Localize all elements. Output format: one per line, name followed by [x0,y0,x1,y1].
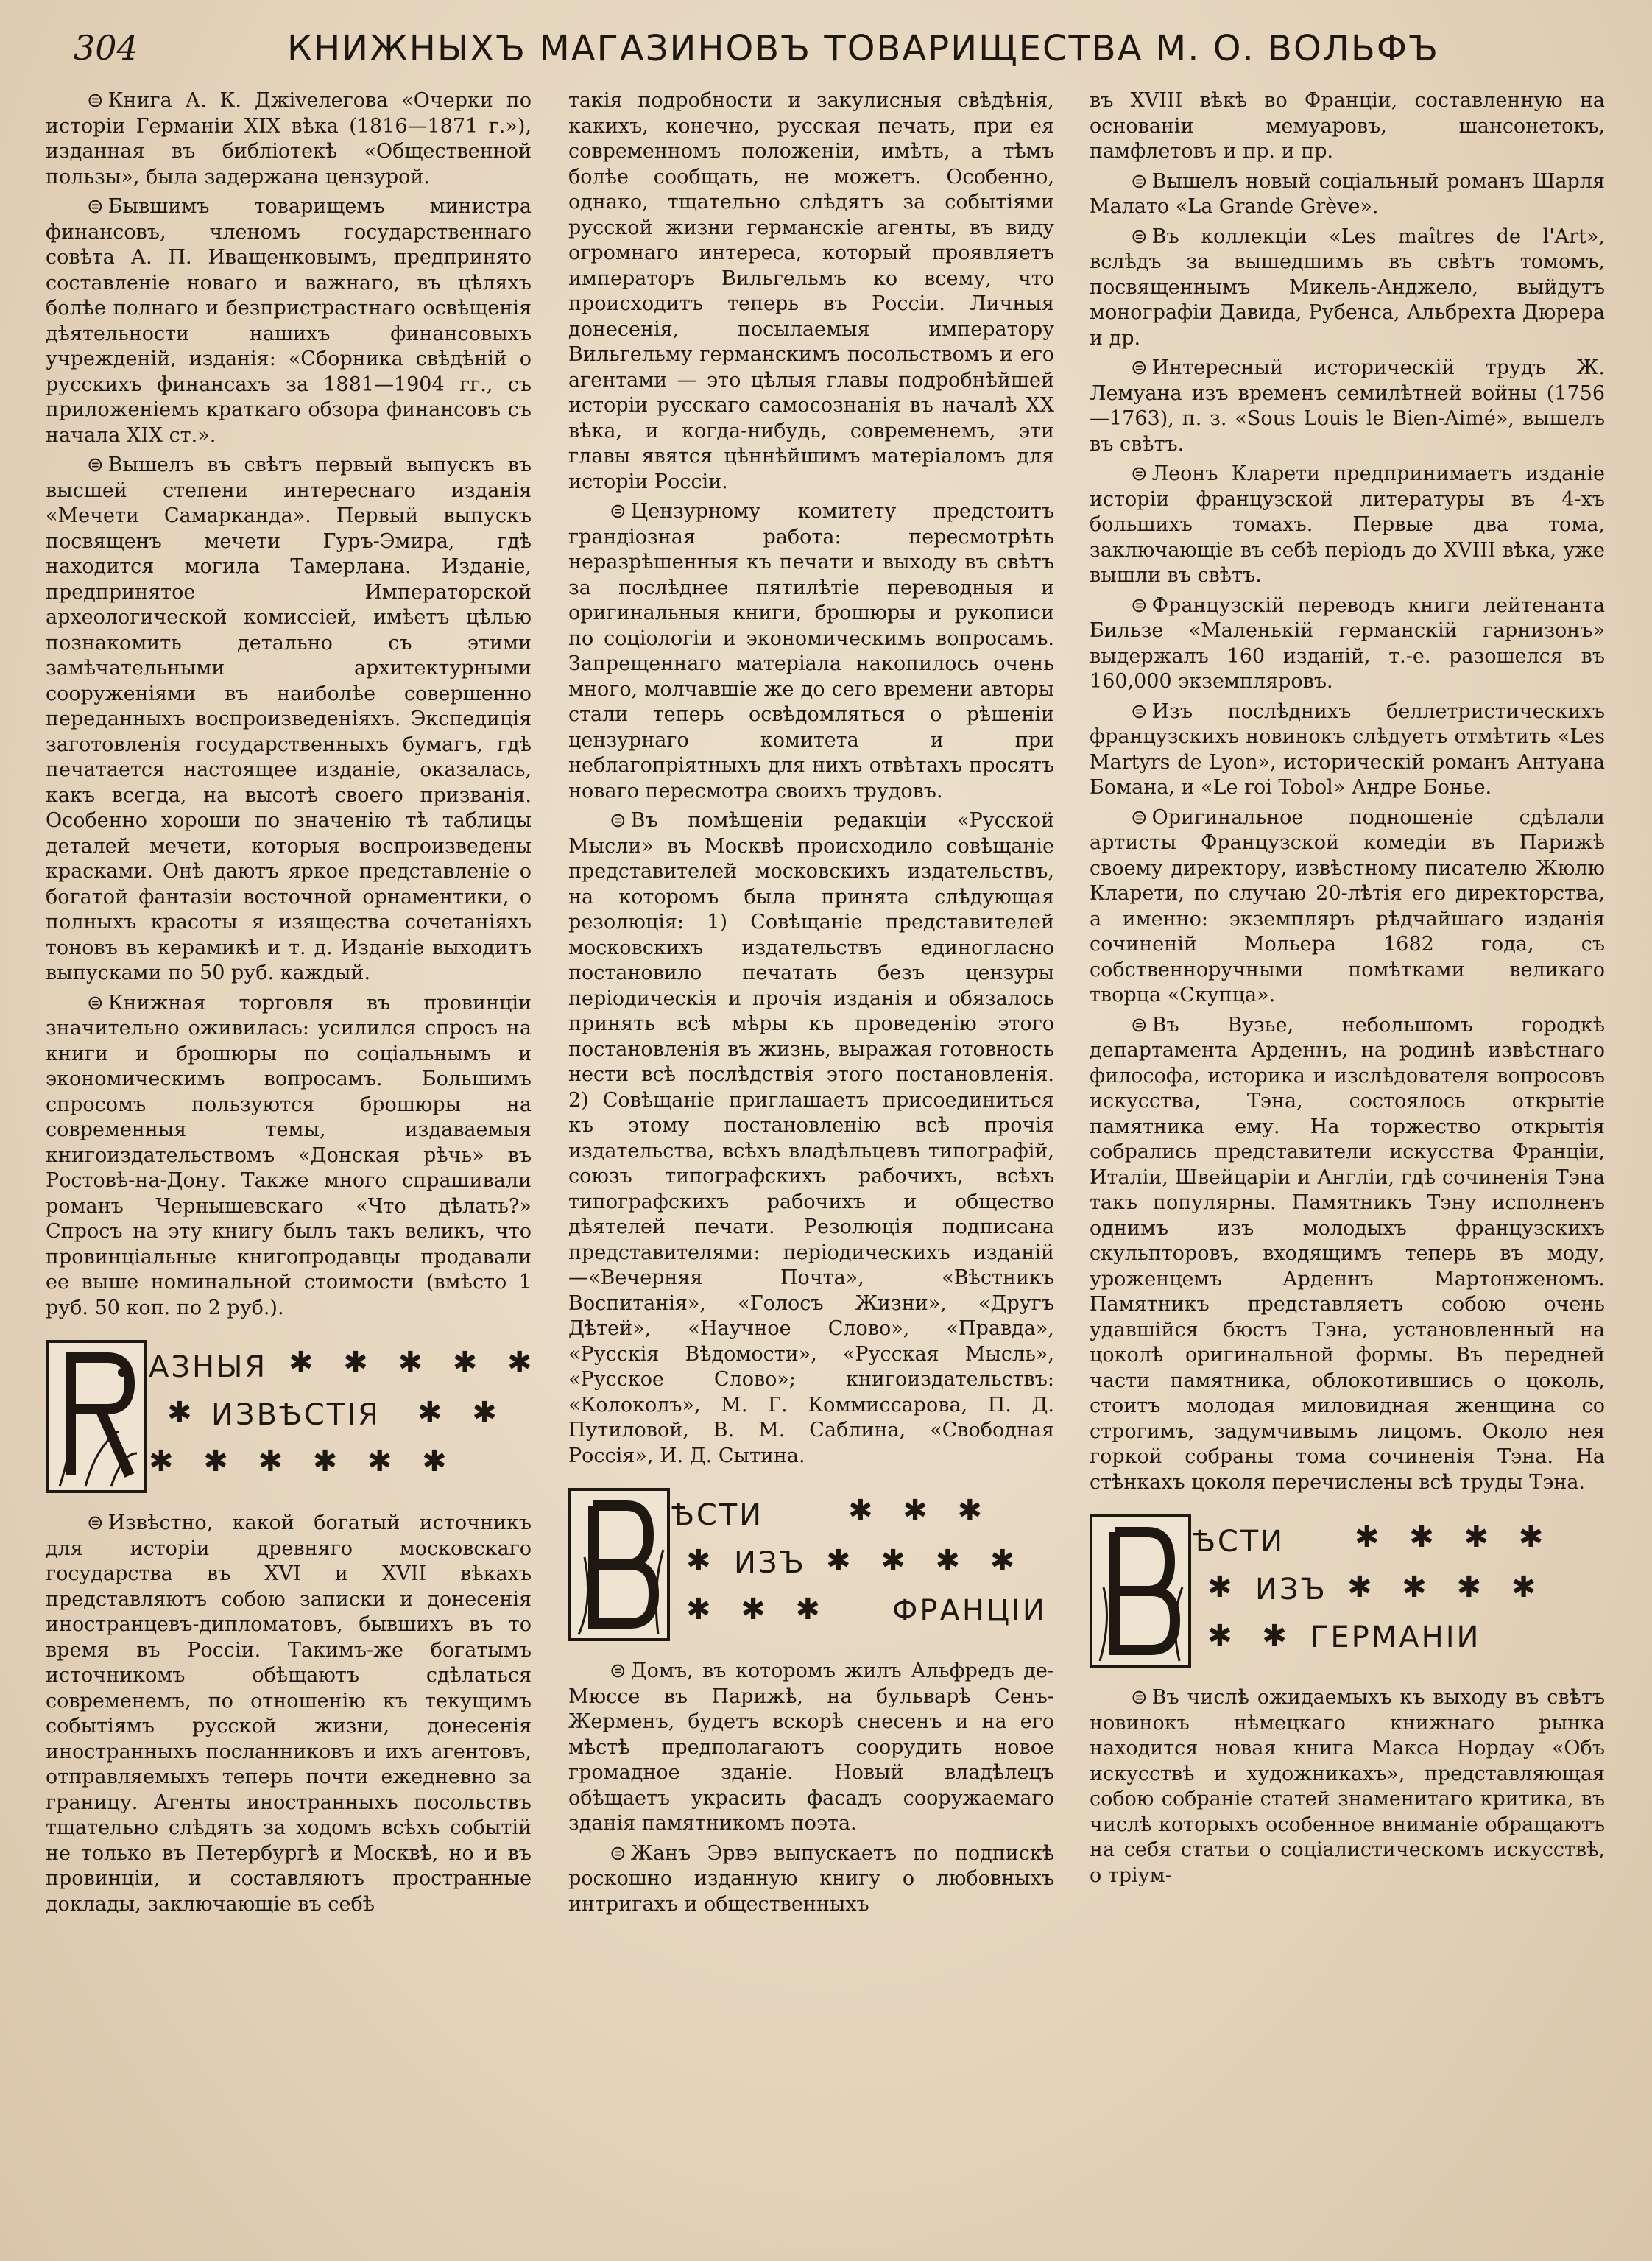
col3-articles [1090,88,1605,1495]
news-item [46,1511,532,1917]
column-1 [46,88,543,1922]
news-text: Въ числѣ ожидаемыхъ къ выходу въ свѣтъ новинокъ нѣмецкаго книжнаго рынка находится новая книга Макса Нордау «Объ искусствѣ и художникахъ», представляющая собою собраніе статей знаменитаго критика, въ числѣ которыхъ особенное вниманіе обращаютъ на себя статьи о соціалистическомъ искусствѣ, о тріум- [1090,1686,1605,1887]
banner-line-2: ИЗВѢСТІЯ [211,1398,381,1432]
news-text: Жанъ Эрвэ выпускаетъ по подпискѣ роскошно изданную книгу о любовныхъ интригахъ и общественныхъ [568,1841,1054,1916]
banner-line-3: ГЕРМАНІИ [1310,1620,1481,1654]
news-text: Вышелъ въ свѣтъ первый выпускъ въ высшей степени интереснаго изданія «Мечети Самарканда». Первый выпускъ посвященъ мечети Гуръ-Эмира, гдѣ находится могила Тамерлана. Изданіе, предпринятое Императорской археологической комиссіей, имѣетъ цѣлью познакомить детально съ этими замѣчательными архитектурными сооруженіями въ наиболѣе совершенно переданныхъ воспроизведеніяхъ. Экспедиція заготовленія государственныхъ бумагъ, гдѣ печатается настоящее изданіе, оказалась, какъ всегда, на высотѣ своего призванія. Особенно хороши по значенію тѣ таблицы деталей мечети, которыя воспроизведены красками. Онѣ даютъ яркое представленіе о богатой фантазіи восточной орнаментики, о полныхъ красоты я изящества сочетаніяхъ тоновъ въ керамикѣ и т. д. Изданіе выходитъ выпусками по 50 руб. каждый. [46,454,532,984]
banner-stars-3: ✱ ✱ [417,1396,507,1430]
banner-stars-4: ✱ ✱ ✱ [686,1592,830,1626]
news-item [1090,88,1605,165]
news-text: Изъ послѣднихъ беллетристическихъ французскихъ новинокъ слѣдуетъ отмѣтить «Les Martyrs de Lyon», историческій романъ Антуана Бомана, и «Le roi Tobol» Андре Бонье. [1090,699,1605,799]
banner-stars-1: ✱ ✱ ✱ [848,1494,992,1528]
news-text: Леонъ Кларети предпринимаетъ изданіе исторіи французской литературы въ 4-хъ большихъ томахъ. Первые два тома, заключающіе въ себѣ періодъ до XVIII вѣка, уже вышли въ свѣтъ. [1090,462,1605,587]
banner-line-1: АЗНЫЯ [149,1350,268,1384]
banner-stars-2: ✱ [1207,1570,1243,1604]
news-text: Вышелъ новый соціальный романъ Шарля Малато «La Grande Grève». [1090,169,1605,218]
item-marker-icon: ⊜ [1131,593,1148,617]
news-item [568,808,1054,1469]
news-text: Французскій переводъ книги лейтенанта Бильзе «Маленькій германскій гарнизонъ» выдержалъ 160 изданій, т.-е. разошелся въ 160,000 экземпляровъ. [1090,593,1605,693]
news-item [46,194,532,448]
ornamental-initial-r [46,1340,147,1493]
ornamental-initial-v-germany [1090,1514,1191,1668]
news-item [1090,699,1605,801]
col1-after-banner [46,1511,532,1917]
banner-line-3: ФРАНЦІИ [892,1594,1047,1628]
item-marker-icon: ⊜ [87,1512,104,1534]
banner-stars-2: ✱ [686,1544,721,1578]
ornamental-initial-icon [571,1491,667,1638]
news-item [46,453,532,987]
section-banner-vesti-iz-germanii [1090,1514,1605,1669]
item-marker-icon: ⊜ [1131,462,1148,485]
banner-stars-4: ✱ ✱ ✱ ✱ ✱ ✱ [149,1445,457,1478]
news-item [1090,593,1605,695]
news-text: Въ Вузье, небольшомъ городкѣ департамента Арденнъ, на родинѣ извѣстнаго философа, историка и изслѣдователя вопросовъ искусства, Тэна, состоялось открытіе памятника ему. На торжество открытія собрались представители искусства Франціи, Италіи, Швейцаріи и Англіи, гдѣ сочиненія Тэна такъ популярны. Памятникъ Тэну исполненъ однимъ изъ молодыхъ французскихъ скульпторовъ, входящимъ теперь въ моду, уроженцемъ Арденнъ Мартонженомъ. Памятникъ представляетъ собою очень удавшійся бюстъ Тэна, установленный на цоколѣ оригинальной формы. Въ передней части памятника, облокотившись о цоколь, стоитъ молодая миловидная женщина со строгимъ, задумчивымъ лицомъ. Около нея горкой собраны тома сочиненія Тэна. На стѣнкахъ цоколя перечислены всѣ труды Тэна. [1090,1013,1605,1494]
item-marker-icon: ⊜ [610,1841,626,1865]
news-item [1090,462,1605,589]
banner-stars-1: ✱ ✱ ✱ ✱ [1355,1520,1554,1554]
banner-stars-3: ✱ ✱ ✱ ✱ [1347,1570,1547,1604]
news-text: въ XVIII вѣкѣ во Франціи, составленную на основаніи мемуаровъ, шансонетокъ, памфлетовъ и пр. и пр. [1090,89,1605,163]
item-marker-icon: ⊜ [87,195,104,218]
ornamental-initial-icon [49,1343,144,1490]
item-marker-icon: ⊜ [1131,1013,1148,1037]
news-text: Цензурному комитету предстоитъ грандіозная работа: пересмотрѣть неразрѣшенныя къ печати и выходу въ свѣтъ за послѣднее пятилѣтіе переводныя и оригинальныя книги, брошюры и рукописи по соціологіи и экономическимъ вопросамъ. Запрещеннаго матеріала накопилось очень много, молчавшіе же до сего времени авторы стали теперь освѣдомляться о рѣшеніи цензурнаго комитета и при неблагопріятныхъ для нихъ отвѣтахъ просятъ новаго пересмотра своихъ трудовъ. [568,500,1054,803]
ornamental-initial-icon [1092,1517,1188,1665]
banner-stars-2: ✱ [167,1396,202,1430]
news-item [46,991,532,1322]
news-text: Въ помѣщеніи редакціи «Русской Мысли» въ Москвѣ происходило совѣщаніе представителей московскихъ издательствъ, на которомъ была принята слѣдующая резолюція: 1) Совѣщаніе представителей московскихъ издательствъ единогласно постановило печатать безъ цензуры періодическія и прочія изданія и обязалось принять всѣ мѣры къ проведенію этого постановленія въ жизнь, выражая готовность нести всѣ послѣдствія этого постановленія. 2) Совѣщаніе приглашаетъ присоединиться къ этому постановленію всѣ прочія издательства, всѣхъ владѣльцевъ типографій, союзъ типографскихъ рабочихъ, всѣхъ типографскихъ рабочихъ и общество дѣятелей печати. Резолюція подписана представителями: періодическихъ изданій—«Вечерняя Почта», «Вѣстникъ Воспитанія», «Голосъ Жизни», «Другъ Дѣтей», «Научное Слово», «Правда», «Русскія Вѣдомости», «Русская Мысль», «Русское Слово»; книгоиздательствъ: «Колоколъ», М. Г. Коммиссарова, П. Д. Путиловой, В. М. Саблина, «Свободная Россія», И. Д. Сытина. [568,809,1054,1467]
banner-stars-3: ✱ ✱ ✱ ✱ [826,1544,1026,1578]
item-marker-icon: ⊜ [87,454,104,476]
item-marker-icon: ⊜ [1131,1686,1148,1709]
news-text: Книжная торговля въ провинціи значительно оживилась: усилился спросъ на книги и брошюры по соціальнымъ и экономическимъ вопросамъ. Большимъ спросомъ пользуются брошюры на современныя темы, издаваемыя книгоиздательствомъ «Донская рѣчь» въ Ростовѣ-на-Дону. Также много спрашивали романъ Чернышевскаго «Что дѣлать?» Спросъ на эту книгу былъ такъ великъ, что провинціальные книгопродавцы продавали ее выше номинальной стоимости (вмѣсто 1 руб. 50 коп. по 2 руб.). [46,991,532,1319]
news-item [568,1841,1054,1918]
news-item [46,88,532,190]
banner-line-2: ИЗЪ [734,1546,806,1580]
col2-articles [568,88,1054,1469]
item-marker-icon: ⊜ [1131,805,1148,829]
item-marker-icon: ⊜ [610,1659,626,1682]
news-item [568,499,1054,804]
item-marker-icon: ⊜ [610,809,626,832]
banner-line-1: ѢСТИ [671,1498,764,1532]
col1-articles [46,88,532,1321]
banner-stars-4: ✱ ✱ [1207,1619,1297,1653]
news-text: Оригинальное подношеніе сдѣлали артисты Французской комедіи въ Парижѣ своему директору, извѣстному писателю Жюлю Кларети, по случаю 20-лѣтія его директорства, а именно: экземпляръ рѣдчайшаго изданія сочиненій Мольера 1682 года, съ собственноручными помѣтками великаго творца «Скупца». [1090,805,1605,1006]
item-marker-icon: ⊜ [1131,699,1148,723]
item-marker-icon: ⊜ [1131,225,1148,248]
news-item [1090,356,1605,457]
banner-line-1: ѢСТИ [1193,1525,1285,1559]
news-item [568,88,1054,495]
news-text: Извѣстно, какой богатый источникъ для исторіи древняго московскаго государства въ XVI и XVII вѣкахъ представляютъ собою записки и донесенія иностранцевъ-дипломатовъ, бывшихъ въ то время въ Россіи. Такимъ-же богатымъ источникомъ обѣщаютъ сдѣлаться современемъ, по отношенію къ текущимъ событіямъ русской жизни, донесенія иностранныхъ посланниковъ и ихъ агентовъ, отправляемыхъ теперь почти ежедневно за границу. Агенты иностранныхъ посольствъ тщательно слѣдятъ за ходомъ всѣхъ событій не только въ Петербургѣ и Москвѣ, но и въ провинціи, и составляютъ пространные доклады, заключающіе въ себѣ [46,1512,532,1916]
item-marker-icon: ⊜ [87,89,104,112]
section-banner-vesti-iz-francii [568,1488,1054,1643]
banner-line-2: ИЗЪ [1255,1573,1327,1606]
news-text: Въ коллекціи «Les maîtres de l'Art», вслѣдъ за вышедшимъ въ свѣтъ томомъ, посвященнымъ Микель-Анджело, выйдутъ монографіи Давида, Рубенса, Альбрехта Дюрера и др. [1090,225,1605,350]
ornamental-initial-v-france [568,1488,670,1641]
item-marker-icon: ⊜ [1131,356,1148,379]
news-text: Бывшимъ товарищемъ министра финансовъ, членомъ государственнаго совѣта А. П. Иващенковымъ, предпринято составленіе новаго и важнаго, въ цѣляхъ болѣе полнаго и безпристрастнаго освѣщенія дѣятельности нашихъ финансовыхъ учрежденій, изданія: «Сборника свѣдѣній о русскихъ финансахъ за 1881—1904 гг., съ приложеніемъ краткаго обзора финансовъ съ начала XIX ст.». [46,195,532,447]
news-text: Домъ, въ которомъ жилъ Альфредъ де-Мюссе въ Парижѣ, на бульварѣ Сенъ-Жерменъ, будетъ вскорѣ снесенъ и на его мѣстѣ предполагаютъ соорудить новое громадное зданіе. Новый владѣлецъ обѣщаетъ украсить фасадъ сооружаемаго зданія памятникомъ поэта. [568,1659,1054,1835]
banner-stars-1: ✱ ✱ ✱ ✱ ✱ [289,1346,543,1380]
column-2 [568,88,1054,1922]
news-item [1090,169,1605,220]
col3-after-banner [1090,1685,1605,1888]
news-item [568,1659,1054,1837]
news-item [1090,805,1605,1009]
col2-after-banner [568,1659,1054,1917]
running-head: КНИЖНЫХЪ МАГАЗИНОВЪ ТОВАРИЩЕСТВА М. О. ВОЛЬФЪ [287,28,1440,69]
news-item [1090,1013,1605,1496]
news-item [1090,225,1605,352]
section-banner-raznyya-izvestiya [46,1340,543,1495]
item-marker-icon: ⊜ [1131,169,1148,193]
news-text: Интересный историческій трудъ Ж. Лемуана изъ временъ семилѣтней войны (1756—1763), п. з. «Sous Louis le Bien-Aimé», вышелъ въ свѣтъ. [1090,356,1605,456]
item-marker-icon: ⊜ [610,500,626,523]
news-text: Книга А. К. Джivелегова «Очерки по исторіи Германіи XIX вѣка (1816—1871 г.»), изданная въ библіотекѣ «Общественной пользы», была задержана цензурой. [46,89,532,188]
news-item [1090,1685,1605,1888]
page-header [74,21,1620,80]
page-number: 304 [74,28,138,68]
column-3 [1090,88,1605,1893]
news-text: такія подробности и закулисныя свѣдѣнія, какихъ, конечно, русская печать, при ея современномъ положеніи, имѣть, а тѣмъ болѣе сообщать, не можетъ. Особенно, однако, тщательно слѣдятъ за событіями русской жизни германскіе агенты, въ виду огромнаго интереса, который проявляетъ императоръ Вильгельмъ ко всему, что происходитъ теперь въ Россіи. Личныя донесенія, посылаемыя императору Вильгельму германскимъ посольствомъ и его агентами — это цѣлыя главы подробнѣйшей исторіи русскаго самосознанія въ началѣ XX вѣка, и когда-нибудь, современемъ, эти главы явятся цѣннѣйшимъ матеріаломъ для исторіи Россіи. [568,89,1054,493]
item-marker-icon: ⊜ [87,991,104,1015]
